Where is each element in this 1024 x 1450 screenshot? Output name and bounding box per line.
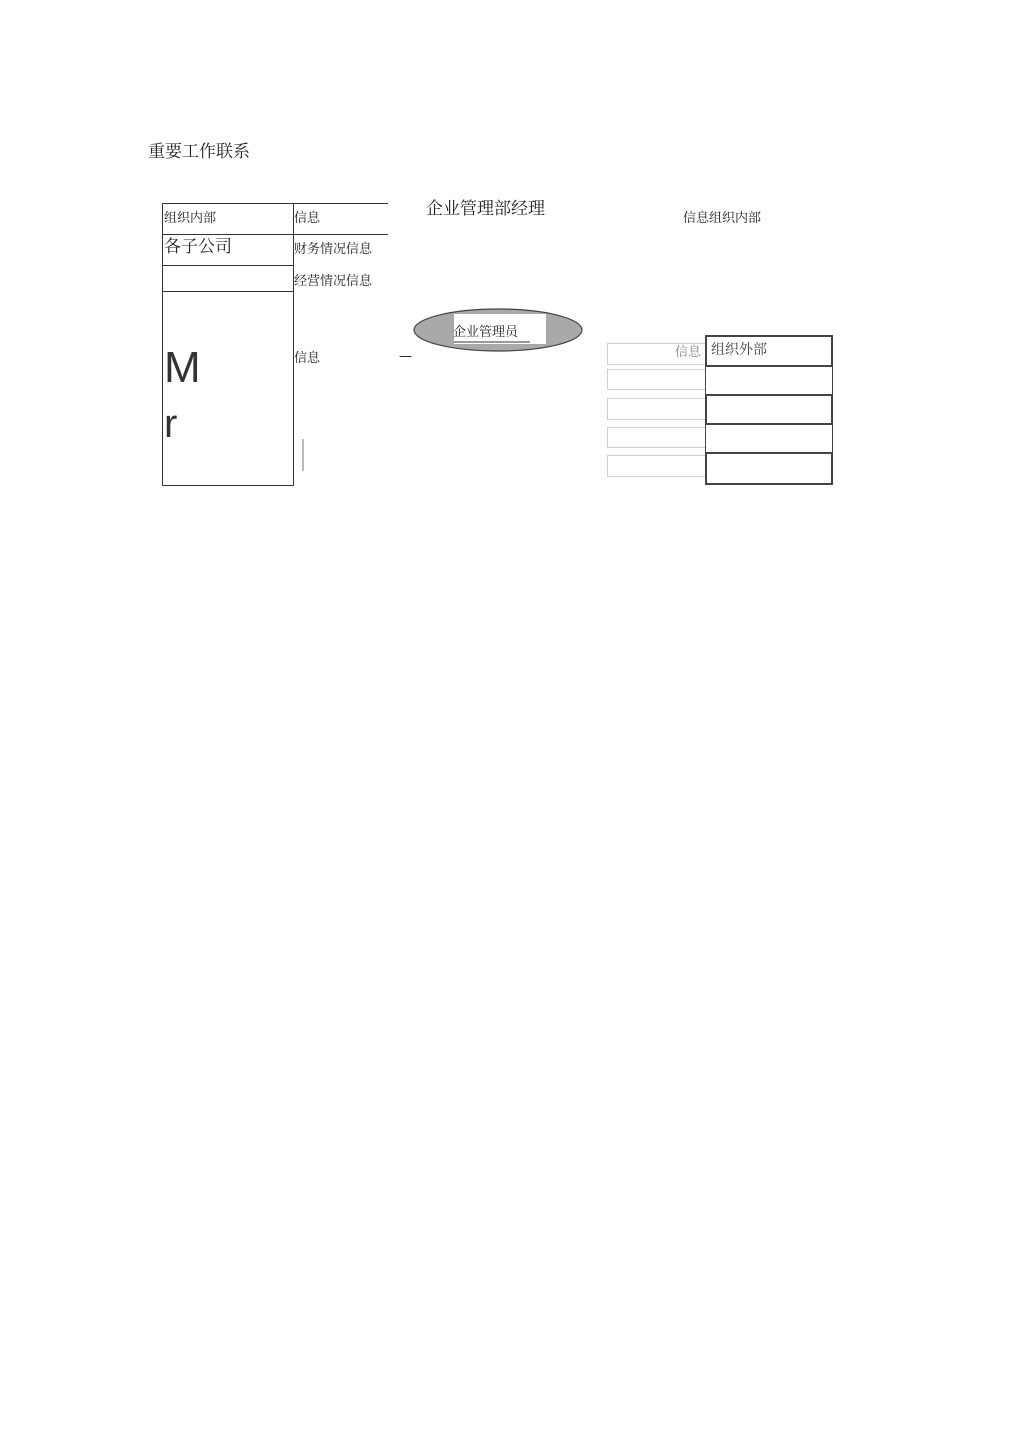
manager-title: 企业管理部经理 [426, 199, 545, 219]
subsidiary-label: 各子公司 [164, 237, 232, 257]
right-dark-row-5 [705, 452, 833, 485]
right-dark-row-4 [705, 424, 833, 454]
right-faint-row-2 [607, 369, 706, 390]
right-faint-row-3 [607, 398, 706, 420]
right-dark-row-3 [705, 394, 833, 425]
left-panel-header: 组织内部 [164, 211, 217, 226]
left-panel-divider-2 [162, 265, 294, 266]
info-top-line [294, 203, 388, 204]
right-top-label: 信息组织内部 [683, 211, 762, 226]
fragment-glyph-r: r [164, 402, 178, 446]
info-second-line [294, 234, 388, 235]
dash-mark: — [399, 349, 412, 364]
left-panel-divider-1 [162, 234, 294, 235]
fragment-glyph-m: M [164, 343, 201, 392]
external-label: 组织外部 [711, 342, 767, 358]
right-info-label: 信息 [675, 345, 702, 360]
info-header: 信息 [294, 211, 321, 226]
left-panel-divider-3 [162, 291, 294, 292]
right-faint-row-4 [607, 427, 706, 448]
right-dark-row-2 [705, 365, 833, 395]
vertical-tick [302, 439, 304, 471]
info-lower-label: 信息 [294, 351, 321, 366]
fragment-glyph-m-clip [164, 343, 204, 392]
section-title: 重要工作联系 [148, 142, 250, 162]
operations-info-label: 经营情况信息 [294, 274, 373, 289]
finance-info-label: 财务情况信息 [294, 242, 373, 257]
ellipse-label: 企业管理员 [453, 325, 519, 340]
right-faint-row-5 [607, 455, 706, 477]
